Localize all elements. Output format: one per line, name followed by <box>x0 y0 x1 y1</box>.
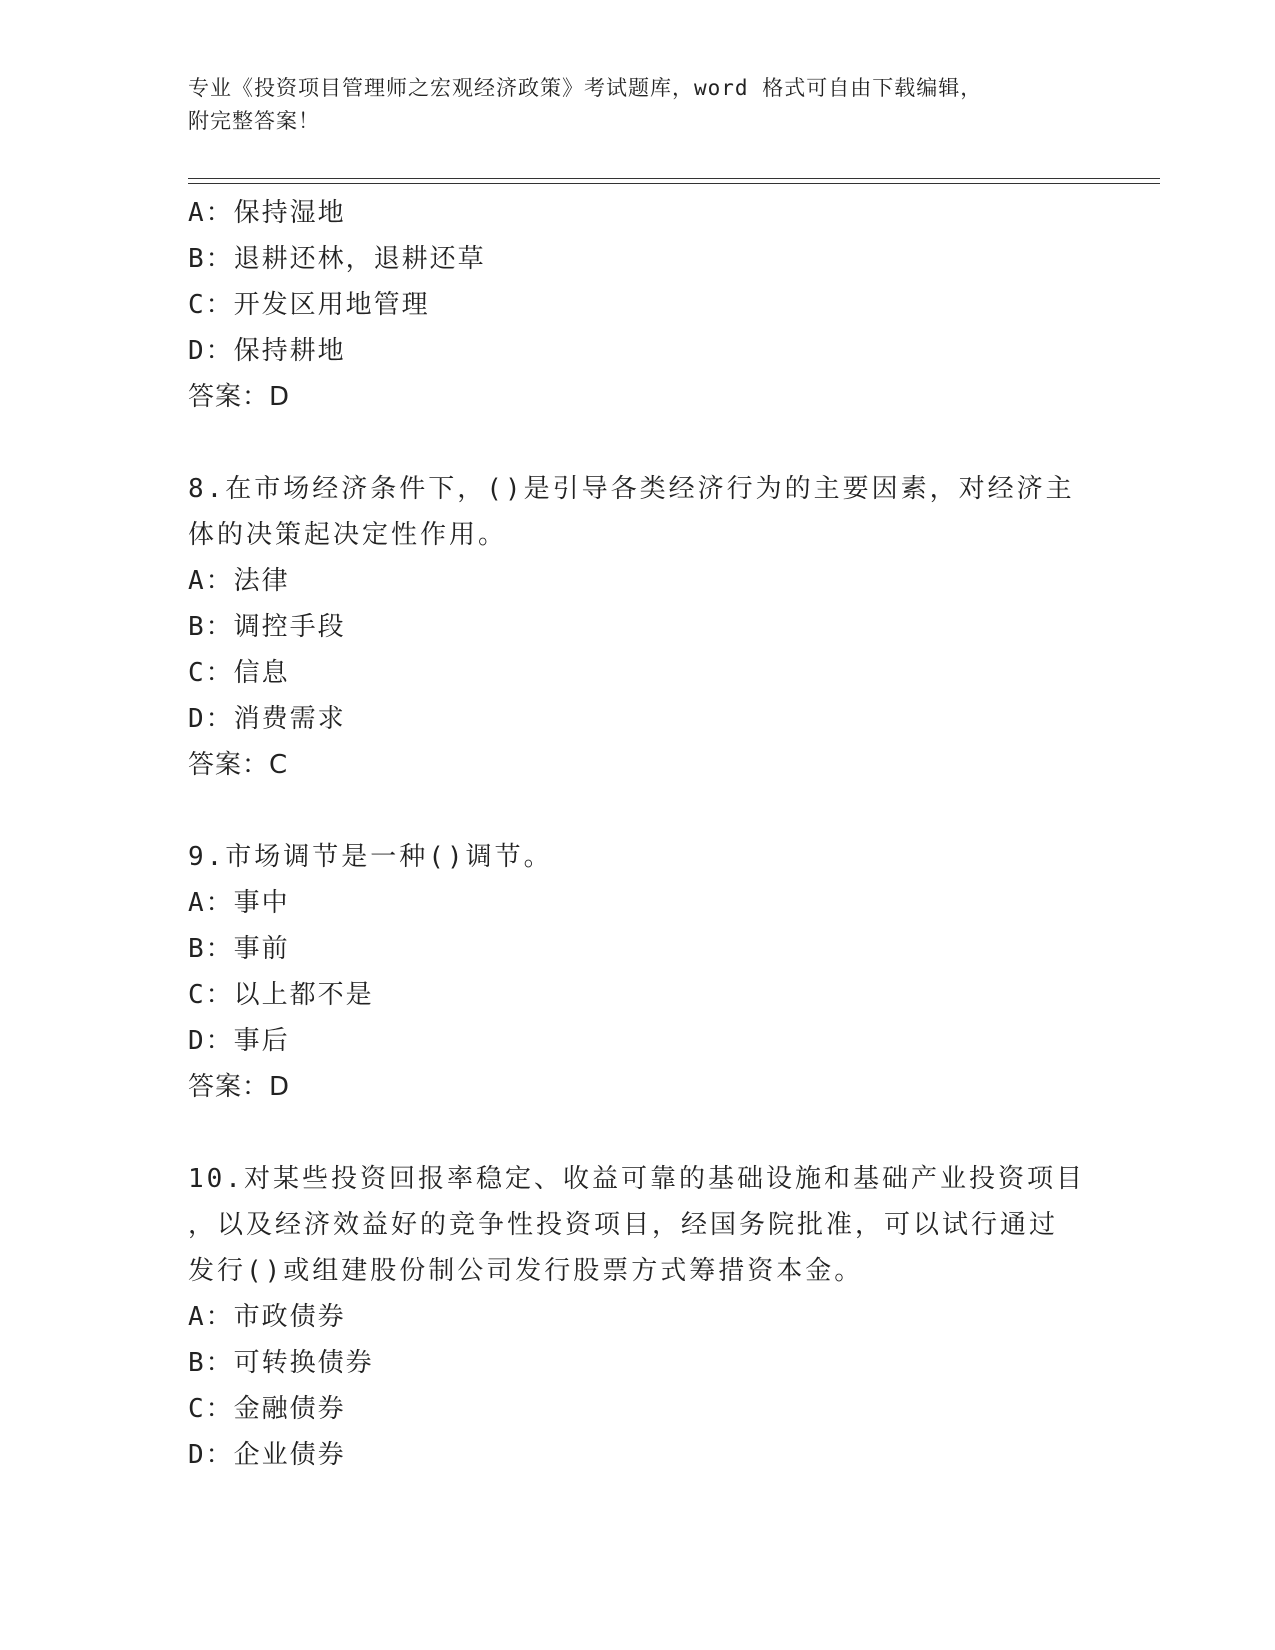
question-block-10 <box>188 1156 1088 1478</box>
answer-line: 答案：D <box>188 382 291 412</box>
option-d: D：消费需求 <box>188 704 346 734</box>
option-c: C：信息 <box>188 658 290 688</box>
question-block-9 <box>188 834 1088 1110</box>
option-b: B：退耕还林，退耕还草 <box>188 244 486 274</box>
option-b: B：事前 <box>188 934 290 964</box>
question-text-line: 9.市场调节是一种()调节。 <box>188 842 553 872</box>
option-c: C：以上都不是 <box>188 980 374 1010</box>
option-a: A：市政债券 <box>188 1302 346 1332</box>
document-header <box>188 72 1088 138</box>
option-a: A：保持湿地 <box>188 198 346 228</box>
option-d: D：企业债券 <box>188 1440 346 1470</box>
option-a: A：事中 <box>188 888 290 918</box>
option-b: B：可转换债券 <box>188 1348 374 1378</box>
header-line-1: 专业《投资项目管理师之宏观经济政策》考试题库，word 格式可自由下载编辑， <box>188 76 983 100</box>
option-c: C：金融债券 <box>188 1394 346 1424</box>
answer-line: 答案：C <box>188 750 289 780</box>
question-text-line: 10.对某些投资回报率稳定、收益可靠的基础设施和基础产业投资项目 <box>188 1164 1085 1194</box>
option-c: C：开发区用地管理 <box>188 290 430 320</box>
question-text-line: 发行()或组建股份制公司发行股票方式筹措资本金。 <box>188 1256 864 1286</box>
option-d: D：事后 <box>188 1026 290 1056</box>
question-block-8 <box>188 466 1088 788</box>
question-list <box>188 190 1088 1478</box>
answer-line: 答案：D <box>188 1072 291 1102</box>
header-divider <box>188 178 1160 184</box>
question-block-7 <box>188 190 1088 420</box>
question-text-line: 8.在市场经济条件下，()是引导各类经济行为的主要因素，对经济主 <box>188 474 1075 504</box>
question-text-line: 体的决策起决定性作用。 <box>188 520 508 550</box>
header-line-2: 附完整答案！ <box>188 109 320 133</box>
option-b: B：调控手段 <box>188 612 346 642</box>
option-d: D：保持耕地 <box>188 336 346 366</box>
option-a: A：法律 <box>188 566 290 596</box>
question-text-line: ，以及经济效益好的竞争性投资项目，经国务院批准，可以试行通过 <box>188 1210 1059 1240</box>
